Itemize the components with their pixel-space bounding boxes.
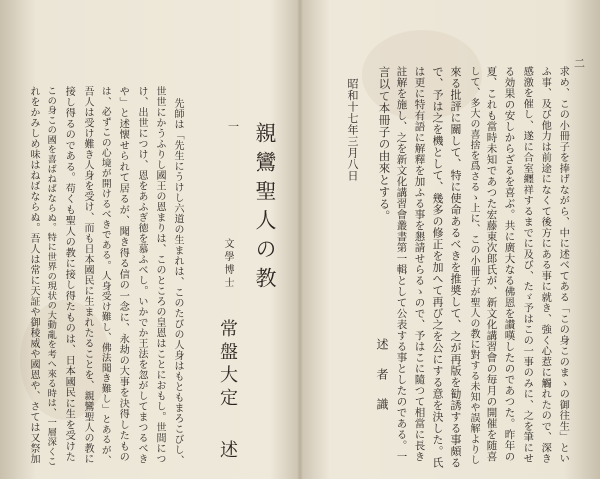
text-column: る効果の安しからざるを喜ぶ。共に廣大なる佛恩を讃嘆したのであつた。昨年の bbox=[503, 66, 516, 462]
text-column: 吾人は受け難き人身を受け、而も日本國民に生まれたることを、親鸞聖人の教に bbox=[82, 86, 93, 464]
text-column: れをかみしめ味はねばならぬ。吾人は常に天証や御稜威や國恩や、さては又祭加 bbox=[28, 86, 39, 464]
author-block bbox=[214, 238, 240, 463]
text-column: 先師は「先生にうけし六道の生まれは、このたびの人身はもともまろこびし、 bbox=[172, 98, 183, 466]
text-column: 感激を催し、遂に合室纒祥するまでに及び、たゞ予はこの一事のみに、之を筆にせ bbox=[521, 66, 534, 464]
text-column: は、必ずこの心境が開けるべきである。人身受け難し、佛法聞き難し」とあるが、 bbox=[99, 86, 111, 466]
author-suffix: 述 bbox=[217, 440, 238, 463]
text-column: 夏、これも當時未知であつた宏藤東次郎氏が、新文化講習會の毎月の開催を随喜 bbox=[485, 66, 498, 462]
right-page bbox=[302, 0, 600, 479]
text-column: け、出世につけ、恩をあふぎ徳を慕ふべし。いかでか王法を忽がしてまつるべき bbox=[136, 86, 147, 464]
text-column: や」と述懐せられて居るが、聞き得る信の一念に、永劫の大事を決得したもの bbox=[117, 86, 130, 463]
preface-date: 昭和十七年三月八日 bbox=[346, 78, 359, 182]
text-column: ふ事、及び他力は前途になくて後方にある事に就き、強く心惹に觸れたので、深き bbox=[539, 66, 552, 464]
text-column: 言以て本冊子の由來とする。 bbox=[377, 66, 392, 222]
text-column: 來る批評に關して、特に使命あるべきを推奬して、之が再版を勧誘する事頗る bbox=[449, 66, 462, 469]
text-column: 求め、この小冊子を捧げながら、中に述べてある「この身このまゝの御往生」とい bbox=[557, 66, 570, 464]
text-column: は更に特有語に解釋を加ふる事を懇請せらるゝので、予はこに隨つて相當に長き bbox=[413, 66, 426, 462]
author-name: 常盤大定 bbox=[217, 319, 238, 411]
preface-signature: 述者識 bbox=[375, 338, 389, 428]
text-column: 世世にかうふりし國王の恩まりは、このところの皇恩はことにおもし。世間につ bbox=[154, 86, 165, 464]
text-column: 註解を施し、之を新文化講習會叢書第一輯として公表する事としたのである。一 bbox=[395, 66, 408, 462]
author-affiliation: 文學博士 bbox=[222, 238, 233, 290]
left-page bbox=[0, 0, 298, 479]
page-number: 二 bbox=[574, 57, 585, 70]
text-column: 接し得るのである。苟くも聖人の教に接し得たものは、日本國民に生を受けた bbox=[63, 86, 76, 463]
chapter-title: 親鸞聖人の教 bbox=[253, 122, 277, 296]
text-column: して、多大の喜捨を爲さるゝ上に、この小冊子が聖人の教に對する未知や誤解よりし bbox=[468, 66, 479, 465]
page-number: 一 bbox=[228, 120, 239, 133]
text-column: で、予は之を機として、幾多の修正を加へて再び之を公にする意を決した。氏 bbox=[431, 66, 444, 469]
text-column: この身この國を喜ばねばならぬ。特に世界の現状の大動亂を考へ來る時は、一層深くこ bbox=[45, 86, 57, 467]
